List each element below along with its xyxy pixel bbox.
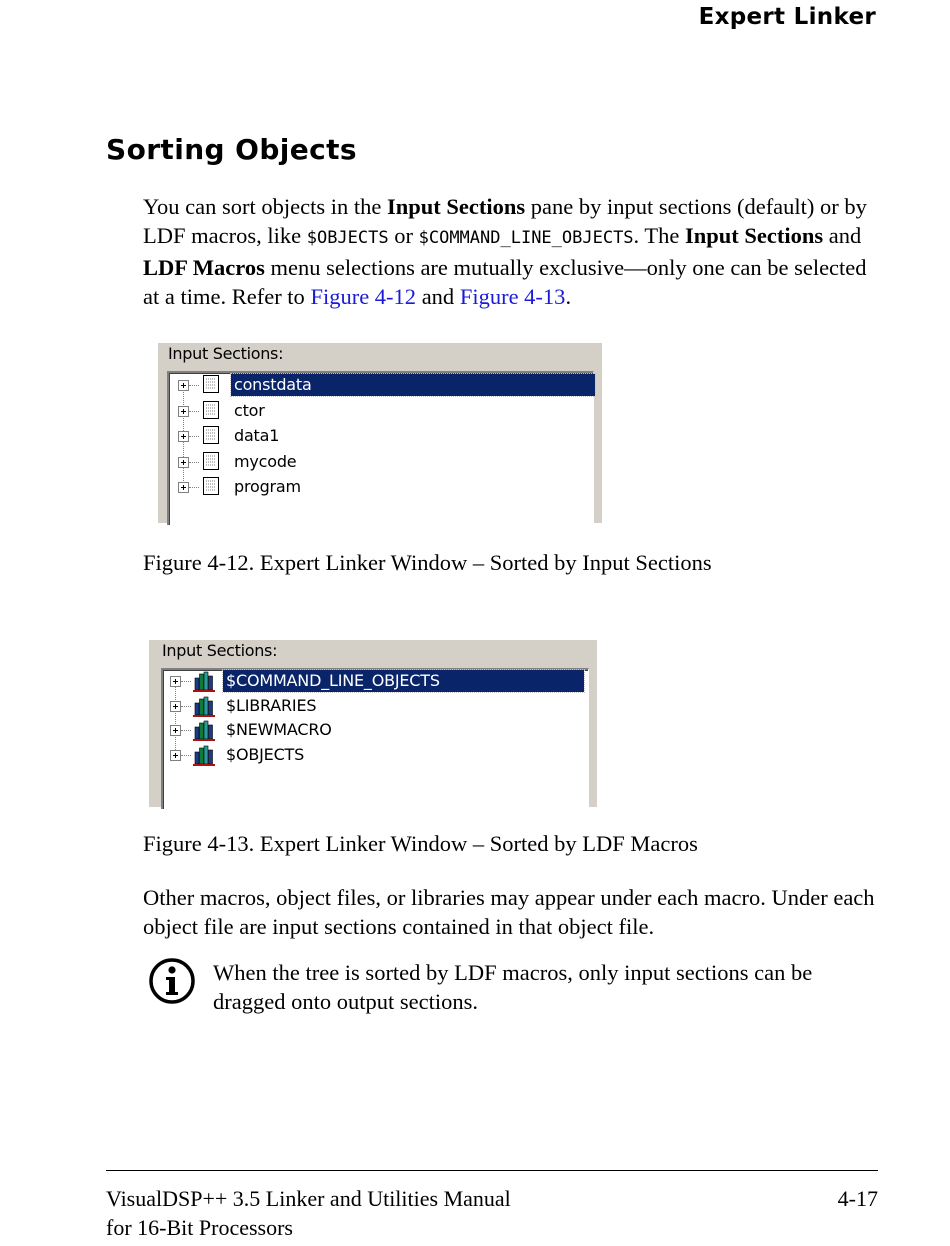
tree-item[interactable] bbox=[163, 719, 588, 743]
tree-item-label: $OBJECTS bbox=[226, 744, 305, 764]
footer-line-1: VisualDSP++ 3.5 Linker and Utilities Manual bbox=[106, 1186, 511, 1211]
document-icon bbox=[202, 374, 220, 399]
figure-4-13-panel bbox=[149, 640, 597, 807]
expand-plus-icon[interactable] bbox=[170, 725, 181, 736]
tree-item-label: ctor bbox=[234, 400, 265, 420]
tree-item[interactable] bbox=[169, 424, 593, 448]
text: . The bbox=[633, 223, 685, 248]
expand-plus-icon[interactable] bbox=[178, 431, 189, 442]
tree-item[interactable] bbox=[163, 670, 588, 694]
figure-4-12-panel bbox=[158, 343, 602, 523]
page-number: 4-17 bbox=[837, 1186, 878, 1211]
info-icon bbox=[148, 957, 196, 1005]
document-icon bbox=[202, 476, 220, 501]
figure-4-13-link[interactable]: Figure 4-13 bbox=[459, 284, 566, 309]
tree-item-label: constdata bbox=[231, 374, 595, 396]
text: menu selections are mutually exclusive—only one can be selected at a time. Refer to bbox=[143, 255, 867, 309]
tree-item-label: mycode bbox=[234, 451, 297, 471]
text: and bbox=[416, 284, 460, 309]
tree-item-label: $NEWMACRO bbox=[226, 720, 332, 739]
expand-plus-icon[interactable] bbox=[178, 482, 189, 493]
body-paragraph: Other macros, object files, or libraries may appear under each macro. Under each object file are input sections contained in that object file. bbox=[143, 885, 875, 939]
library-books-icon bbox=[193, 719, 217, 746]
footer-rule bbox=[106, 1170, 878, 1171]
panel-label: Input Sections: bbox=[168, 344, 284, 363]
tree-item[interactable] bbox=[163, 695, 588, 719]
figure-4-13-caption: Figure 4-13. Expert Linker Window – Sorted by LDF Macros bbox=[143, 831, 698, 856]
text: . bbox=[565, 284, 572, 309]
bold-term: Input Sections bbox=[386, 194, 526, 219]
expand-plus-icon[interactable] bbox=[178, 457, 189, 468]
expand-plus-icon[interactable] bbox=[170, 676, 181, 687]
expand-plus-icon[interactable] bbox=[170, 701, 181, 712]
document-icon bbox=[202, 400, 220, 425]
tree-item[interactable] bbox=[169, 450, 593, 474]
footer-line-2: for 16-Bit Processors bbox=[106, 1215, 293, 1240]
tree-item[interactable] bbox=[163, 744, 588, 768]
text: and bbox=[823, 223, 862, 248]
library-books-icon bbox=[193, 695, 217, 722]
library-books-icon bbox=[193, 670, 217, 697]
text: or bbox=[388, 223, 419, 248]
panel-label: Input Sections: bbox=[162, 641, 278, 660]
footer-title bbox=[106, 1184, 511, 1242]
figure-4-12-caption: Figure 4-12. Expert Linker Window – Sorted by Input Sections bbox=[143, 550, 712, 575]
library-books-icon bbox=[193, 744, 217, 771]
tree-item[interactable] bbox=[169, 399, 593, 423]
tree-item-label: data1 bbox=[234, 426, 280, 445]
code-term: $COMMAND_LINE_OBJECTS bbox=[418, 228, 634, 248]
text: pane by input sections (default) or by LDF macros, like bbox=[143, 194, 867, 248]
code-term: $OBJECTS bbox=[306, 228, 389, 248]
document-icon bbox=[202, 425, 220, 450]
tree-item[interactable] bbox=[169, 475, 593, 499]
tree-item-label: $LIBRARIES bbox=[226, 695, 317, 715]
ldf-macros-tree[interactable] bbox=[161, 668, 589, 809]
text: You can sort objects in the bbox=[143, 194, 387, 219]
figure-4-12-link[interactable]: Figure 4-12 bbox=[310, 284, 417, 309]
running-head: Expert Linker bbox=[698, 4, 876, 30]
expand-plus-icon[interactable] bbox=[170, 750, 181, 761]
intro-paragraph bbox=[143, 192, 878, 311]
expand-plus-icon[interactable] bbox=[178, 380, 189, 391]
tree-item-label: program bbox=[234, 477, 301, 496]
tree-item-label: $COMMAND_LINE_OBJECTS bbox=[223, 670, 584, 692]
input-sections-tree[interactable] bbox=[167, 371, 594, 525]
note-text: When the tree is sorted by LDF macros, only input sections can be dragged onto output sections. bbox=[213, 960, 813, 1014]
bold-term: Input Sections bbox=[685, 223, 824, 248]
tree-item[interactable] bbox=[169, 373, 593, 397]
expand-plus-icon[interactable] bbox=[178, 406, 189, 417]
bold-term: LDF Macros bbox=[143, 255, 265, 280]
document-icon bbox=[202, 451, 220, 476]
section-title: Sorting Objects bbox=[106, 133, 357, 166]
